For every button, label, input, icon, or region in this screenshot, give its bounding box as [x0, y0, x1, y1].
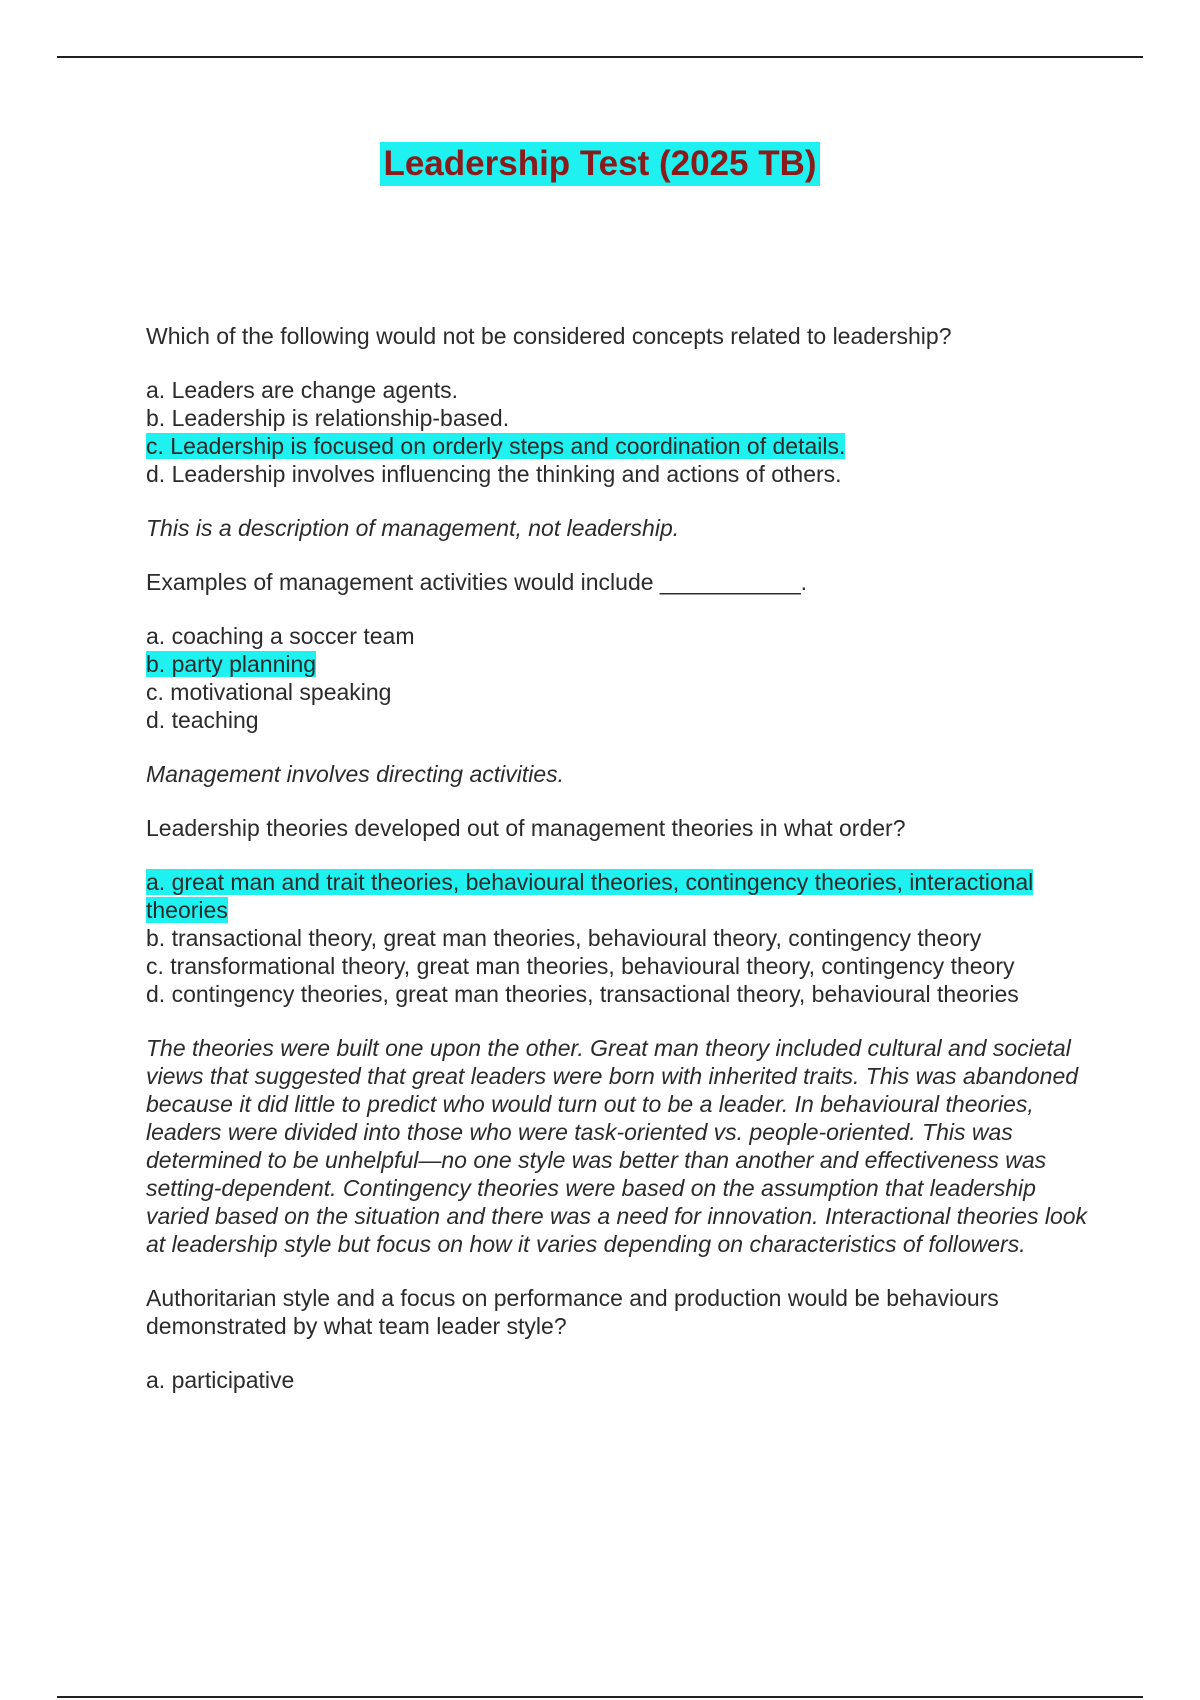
option-list: [146, 622, 1096, 734]
question-stem: Examples of management activities would include ___________.: [146, 569, 808, 595]
bottom-rule: [57, 1696, 1143, 1698]
question-block: [146, 1284, 1096, 1394]
option-list: [146, 1366, 1096, 1394]
option-list: [146, 376, 1096, 488]
question-block: [146, 814, 1096, 1258]
question-stem: Authoritarian style and a focus on performance and production would be behaviours demonstrated by what team leader style?: [146, 1285, 999, 1339]
question-stem: Which of the following would not be considered concepts related to leadership?: [146, 323, 952, 349]
top-rule: [57, 56, 1143, 58]
question-list: [146, 322, 1096, 1420]
option-a-correct: [146, 868, 1096, 924]
option-b: b. transactional theory, great man theories, behavioural theory, contingency theory: [146, 925, 982, 951]
option-b: b. Leadership is relationship-based.: [146, 405, 510, 431]
option-a: a. Leaders are change agents.: [146, 377, 459, 403]
option-c: c. motivational speaking: [146, 679, 392, 705]
question-block: [146, 322, 1096, 542]
option-a: a. coaching a soccer team: [146, 623, 415, 649]
explanation: The theories were built one upon the other. Great man theory included cultural and societal views that suggested that great leaders were born with inherited traits. This was abandoned because it did little to predict who would turn out to be a leader. In behavioural theories, leaders were divided into those who were task-oriented vs. people-oriented. This was determined to be unhelpful—no one style was better than another and effectiveness was setting-dependent. Contingency theories were based on the assumption that leadership varied based on the situation and there was a need for innovation. Interactional theories look at leadership style but focus on how it varies depending on characteristics of followers.: [146, 1035, 1088, 1257]
question-block: [146, 568, 1096, 788]
option-d: d. contingency theories, great man theories, transactional theory, behavioural theories: [146, 981, 1019, 1007]
option-d: d. teaching: [146, 707, 259, 733]
option-b-correct: [146, 650, 1096, 678]
explanation: Management involves directing activities.: [146, 761, 565, 787]
explanation: This is a description of management, not leadership.: [146, 515, 680, 541]
option-c: c. transformational theory, great man theories, behavioural theory, contingency theory: [146, 953, 1015, 979]
document-title: Leadership Test (2025 TB): [380, 142, 819, 186]
answer-highlight: a. great man and trait theories, behavioural theories, contingency theories, interactional theories: [146, 869, 1034, 923]
answer-highlight: b. party planning: [146, 651, 317, 677]
question-stem: Leadership theories developed out of management theories in what order?: [146, 815, 906, 841]
answer-highlight: c. Leadership is focused on orderly steps and coordination of details.: [146, 433, 846, 459]
option-d: d. Leadership involves influencing the thinking and actions of others.: [146, 461, 842, 487]
option-list: [146, 868, 1096, 1008]
option-c-correct: [146, 432, 1096, 460]
option-a: a. participative: [146, 1367, 295, 1393]
title-container: [0, 142, 1200, 186]
